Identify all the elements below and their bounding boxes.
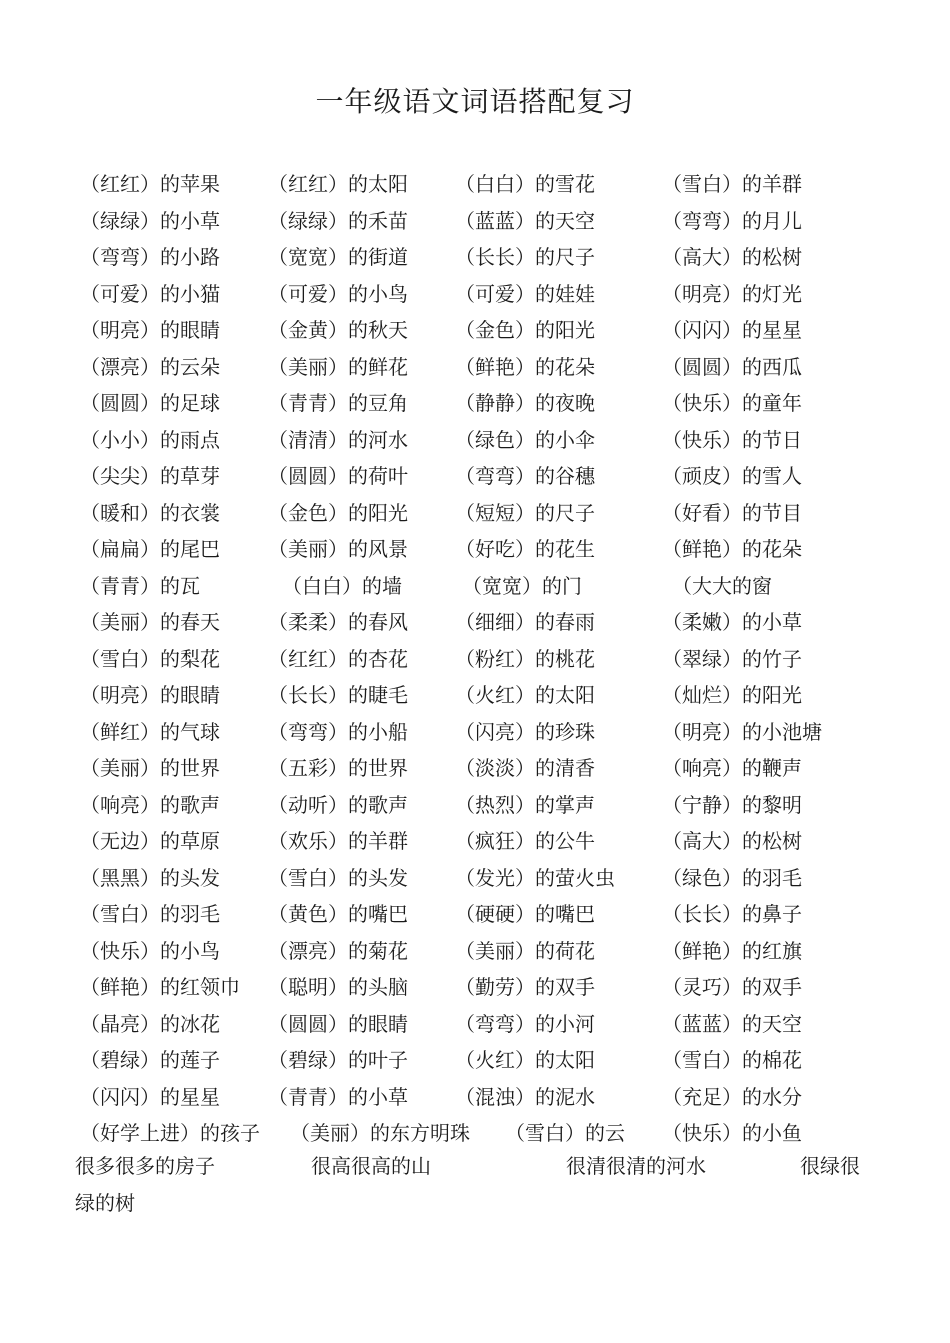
phrase-cell: （漂亮）的菊花	[268, 938, 408, 963]
phrase-cell: （勤劳）的双手	[455, 975, 595, 999]
phrase-cell: （闪亮）的珍珠	[455, 719, 595, 744]
phrase-row	[0, 604, 950, 641]
phrase-cell: （明亮）的灯光	[662, 281, 802, 306]
phrase-cell: （蓝蓝）的天空	[455, 208, 595, 233]
phrase-cell: （充足）的水分	[662, 1084, 802, 1109]
phrase-cell: （响亮）的歌声	[80, 792, 220, 817]
phrase-cell: （圆圆）的西瓜	[662, 354, 802, 379]
phrase-row	[0, 166, 950, 203]
phrase-row	[0, 787, 950, 824]
phrase-cell: （硬硬）的嘴巴	[455, 902, 595, 926]
phrase-cell: （柔柔）的春风	[268, 610, 408, 634]
phrase-cell: （雪白）的云	[505, 1121, 625, 1145]
phrase-cell: （美丽）的东方明珠	[290, 1121, 470, 1145]
phrase-table	[0, 166, 950, 1152]
phrase-row	[0, 1079, 950, 1116]
phrase-cell: （明亮）的小池塘	[662, 719, 822, 744]
phrase-cell: （淡淡）的清香	[455, 756, 595, 780]
phrase-cell: （蓝蓝）的天空	[662, 1011, 802, 1036]
phrase-cell: （圆圆）的荷叶	[268, 464, 408, 488]
phrase-row	[0, 896, 950, 933]
phrase-cell: （雪白）的羽毛	[80, 902, 220, 926]
phrase-cell: （可爱）的娃娃	[455, 281, 595, 306]
phrase-row	[0, 349, 950, 386]
phrase-cell: （青青）的瓦	[80, 573, 200, 598]
phrase-cell: （美丽）的荷花	[455, 938, 595, 963]
phrase-cell: （尖尖）的草芽	[80, 464, 220, 488]
phrase-cell: （欢乐）的羊群	[268, 829, 408, 853]
phrase-item: 很多很多的房子	[75, 1154, 215, 1178]
phrase-cell: （五彩）的世界	[268, 756, 408, 780]
phrase-cell: （青青）的豆角	[268, 391, 408, 415]
phrase-cell: （翠绿）的竹子	[662, 646, 802, 671]
phrase-cell: （柔嫩）的小草	[662, 610, 802, 634]
phrase-cell: （弯弯）的小路	[80, 245, 220, 269]
phrase-cell: （细细）的春雨	[455, 610, 595, 634]
phrase-cell: （好看）的节目	[662, 500, 802, 525]
phrase-cell: （可爱）的小鸟	[268, 281, 408, 306]
phrase-cell: （快乐）的小鱼	[662, 1121, 802, 1145]
phrase-cell: （高大）的松树	[662, 829, 802, 853]
phrase-cell: （鲜艳）的花朵	[455, 354, 595, 379]
phrase-cell: （金黄）的秋天	[268, 318, 408, 342]
phrase-cell: （黑黑）的头发	[80, 865, 220, 890]
phrase-cell: （弯弯）的小河	[455, 1011, 595, 1036]
phrase-row	[0, 860, 950, 897]
phrase-cell: （扁扁）的尾巴	[80, 537, 220, 561]
phrase-cell: （美丽）的世界	[80, 756, 220, 780]
phrase-cell: （长长）的鼻子	[662, 902, 802, 926]
phrase-row	[0, 1006, 950, 1043]
phrase-row	[0, 458, 950, 495]
phrase-row	[0, 531, 950, 568]
phrase-cell: （小小）的雨点	[80, 427, 220, 452]
phrase-cell: （大大的窗	[672, 573, 772, 598]
phrase-cell: （美丽）的鲜花	[268, 354, 408, 379]
phrase-row	[0, 276, 950, 313]
phrase-cell: （闪闪）的星星	[662, 318, 802, 342]
phrase-row	[0, 641, 950, 678]
phrase-cell: （粉红）的桃花	[455, 646, 595, 671]
phrase-cell: （圆圆）的足球	[80, 391, 220, 415]
phrase-cell: （弯弯）的月儿	[662, 208, 802, 233]
phrase-cell: （暖和）的衣裳	[80, 500, 220, 525]
phrase-row	[0, 239, 950, 276]
phrase-cell: （疯狂）的公牛	[455, 829, 595, 853]
phrase-cell: （碧绿）的莲子	[80, 1048, 220, 1072]
phrase-cell: （快乐）的童年	[662, 391, 802, 415]
phrase-cell: （圆圆）的眼睛	[268, 1011, 408, 1036]
phrase-cell: （晶亮）的冰花	[80, 1011, 220, 1036]
phrase-item-continuation: 绿的树	[75, 1191, 135, 1215]
phrase-cell: （无边）的草原	[80, 829, 220, 853]
phrase-cell: （黄色）的嘴巴	[268, 902, 408, 926]
phrase-row	[0, 677, 950, 714]
phrase-cell: （聪明）的头脑	[268, 975, 408, 999]
phrase-cell: （好学上进）的孩子	[80, 1121, 260, 1145]
phrase-cell: （雪白）的棉花	[662, 1048, 802, 1072]
phrase-cell: （可爱）的小猫	[80, 281, 220, 306]
phrase-item: 很清很清的河水	[566, 1154, 706, 1178]
phrase-row	[0, 312, 950, 349]
phrase-cell: （弯弯）的谷穗	[455, 464, 595, 488]
phrase-cell: （鲜红）的气球	[80, 719, 220, 744]
phrase-cell: （红红）的苹果	[80, 172, 220, 196]
phrase-cell: （金色）的阳光	[268, 500, 408, 525]
phrase-cell: （美丽）的风景	[268, 537, 408, 561]
phrase-item: 很高很高的山	[311, 1154, 431, 1178]
phrase-cell: （雪白）的头发	[268, 865, 408, 890]
phrase-cell: （红红）的杏花	[268, 646, 408, 671]
phrase-cell: （宁静）的黎明	[662, 792, 802, 817]
phrase-cell: （白白）的墙	[282, 573, 402, 598]
phrase-cell: （顽皮）的雪人	[662, 464, 802, 488]
phrase-cell: （静静）的夜晚	[455, 391, 595, 415]
phrase-cell: （好吃）的花生	[455, 537, 595, 561]
phrase-cell: （青青）的小草	[268, 1084, 408, 1109]
phrase-cell: （清清）的河水	[268, 427, 408, 452]
phrase-cell: （闪闪）的星星	[80, 1084, 220, 1109]
phrase-cell: （白白）的雪花	[455, 172, 595, 196]
phrase-cell: （响亮）的鞭声	[662, 756, 802, 780]
phrase-cell: （绿绿）的禾苗	[268, 208, 408, 233]
phrase-cell: （发光）的萤火虫	[455, 865, 615, 890]
phrase-cell: （金色）的阳光	[455, 318, 595, 342]
phrase-item: 很绿很	[800, 1154, 860, 1178]
phrase-cell: （灿烂）的阳光	[662, 683, 802, 707]
phrase-cell: （火红）的太阳	[455, 683, 595, 707]
phrase-cell: （长长）的尺子	[455, 245, 595, 269]
phrase-row	[0, 1115, 950, 1152]
phrase-cell: （绿色）的小伞	[455, 427, 595, 452]
phrase-row	[0, 750, 950, 787]
phrase-cell: （鲜艳）的花朵	[662, 537, 802, 561]
phrase-cell: （鲜艳）的红领巾	[80, 975, 240, 999]
phrase-cell: （绿绿）的小草	[80, 208, 220, 233]
phrase-cell: （火红）的太阳	[455, 1048, 595, 1072]
phrase-cell: （绿色）的羽毛	[662, 865, 802, 890]
phrase-cell: （美丽）的春天	[80, 610, 220, 634]
phrase-row	[0, 823, 950, 860]
phrase-cell: （宽宽）的街道	[268, 245, 408, 269]
phrase-cell: （混浊）的泥水	[455, 1084, 595, 1109]
phrase-row	[0, 422, 950, 459]
phrase-cell: （碧绿）的叶子	[268, 1048, 408, 1072]
phrase-row	[0, 385, 950, 422]
phrase-cell: （快乐）的节日	[662, 427, 802, 452]
phrase-cell: （红红）的太阳	[268, 172, 408, 196]
phrase-cell: （长长）的睫毛	[268, 683, 408, 707]
phrase-row	[0, 568, 950, 605]
phrase-cell: （雪白）的梨花	[80, 646, 220, 671]
phrase-row	[0, 933, 950, 970]
phrase-row	[0, 495, 950, 532]
phrase-cell: （明亮）的眼睛	[80, 318, 220, 342]
phrase-cell: （灵巧）的双手	[662, 975, 802, 999]
phrase-cell: （漂亮）的云朵	[80, 354, 220, 379]
phrase-cell: （鲜艳）的红旗	[662, 938, 802, 963]
phrase-cell: （明亮）的眼睛	[80, 683, 220, 707]
phrase-row	[0, 714, 950, 751]
phrase-cell: （雪白）的羊群	[662, 172, 802, 196]
phrase-row	[0, 203, 950, 240]
phrase-cell: （热烈）的掌声	[455, 792, 595, 817]
phrase-cell: （宽宽）的门	[462, 573, 582, 598]
page-title: 一年级语文词语搭配复习	[315, 85, 635, 118]
phrase-row	[0, 969, 950, 1006]
phrase-cell: （快乐）的小鸟	[80, 938, 220, 963]
phrase-cell: （短短）的尺子	[455, 500, 595, 525]
phrase-cell: （弯弯）的小船	[268, 719, 408, 744]
phrase-cell: （高大）的松树	[662, 245, 802, 269]
phrase-row	[0, 1042, 950, 1079]
phrase-cell: （动听）的歌声	[268, 792, 408, 817]
